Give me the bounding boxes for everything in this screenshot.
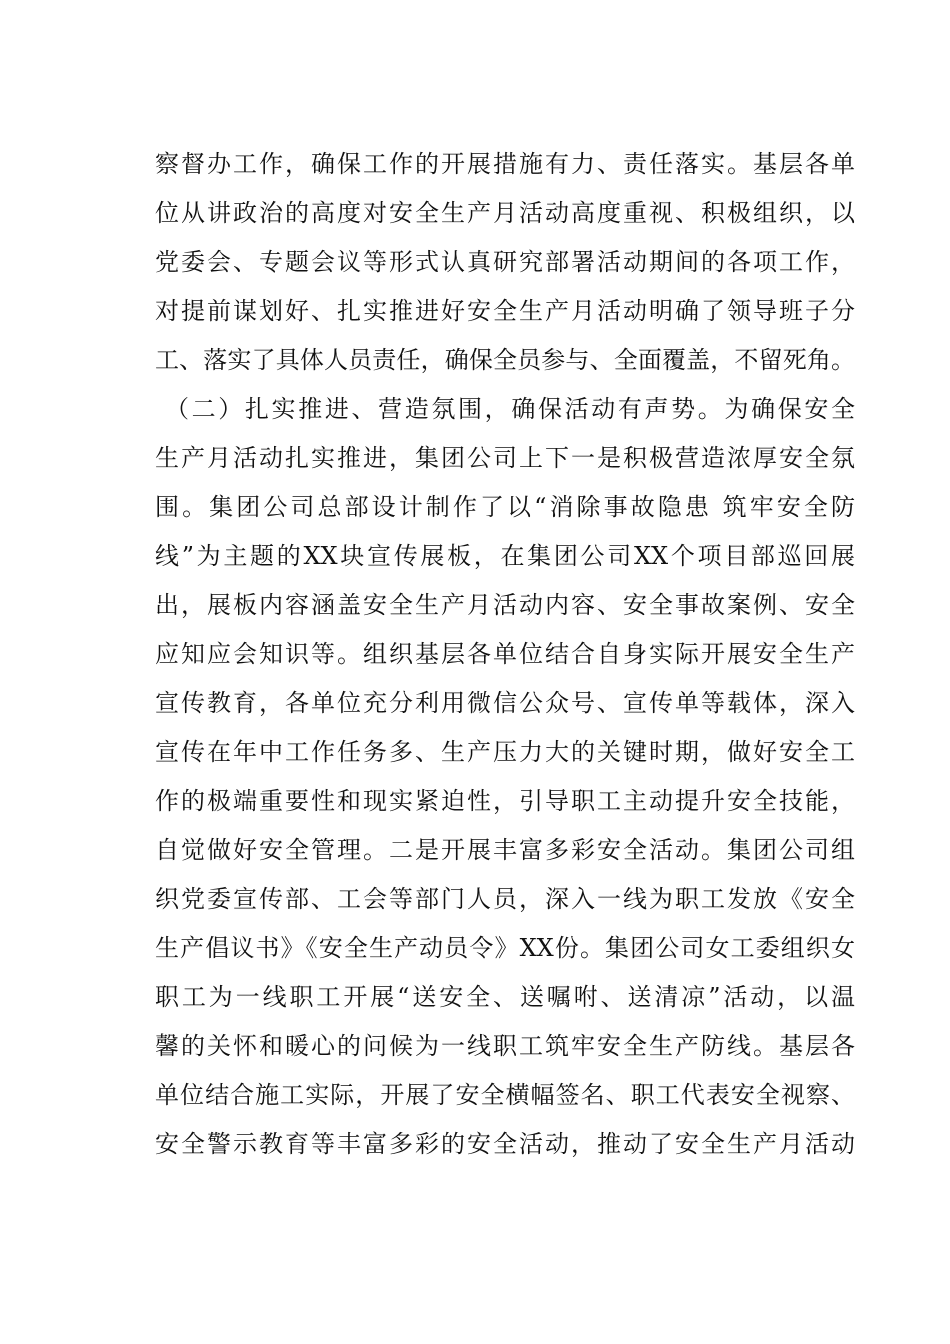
text-line: 织党委宣传部、工会等部门人员，深入一线为职工发放《安全 bbox=[155, 885, 855, 913]
text-line: 单位结合施工实际，开展了安全横幅签名、职工代表安全视察、 bbox=[155, 1081, 855, 1109]
text-line: 党委会、专题会议等形式认真研究部署活动期间的各项工作， bbox=[155, 248, 855, 276]
text-line: 生产月活动扎实推进，集团公司上下一是积极营造浓厚安全氛 bbox=[155, 444, 855, 472]
text-line: 职工为一线职工开展“送安全、送嘱咐、送清凉”活动，以温 bbox=[155, 983, 855, 1011]
text-line: 察督办工作，确保工作的开展措施有力、责任落实。基层各单 bbox=[155, 150, 855, 178]
section-heading-line: （二）扎实推进、营造氛围，确保活动有声势。为确保安全 bbox=[165, 395, 855, 423]
text-line: 生产倡议书》《安全生产动员令》XX份。集团公司女工委组织女 bbox=[155, 934, 855, 962]
text-line: 围。集团公司总部设计制作了以“消除事故隐患 筑牢安全防 bbox=[155, 493, 855, 521]
text-line: 工、落实了具体人员责任，确保全员参与、全面覆盖，不留死角。 bbox=[155, 346, 855, 374]
text-line: 安全警示教育等丰富多彩的安全活动，推动了安全生产月活动 bbox=[155, 1130, 855, 1158]
text-line: 馨的关怀和暖心的问候为一线职工筑牢安全生产防线。基层各 bbox=[155, 1032, 855, 1060]
text-line: 作的极端重要性和现实紧迫性，引导职工主动提升安全技能， bbox=[155, 787, 855, 815]
text-line: 自觉做好安全管理。二是开展丰富多彩安全活动。集团公司组 bbox=[155, 836, 855, 864]
text-line: 位从讲政治的高度对安全生产月活动高度重视、积极组织，以 bbox=[155, 199, 855, 227]
text-line: 应知应会知识等。组织基层各单位结合自身实际开展安全生产 bbox=[155, 640, 855, 668]
text-line: 对提前谋划好、扎实推进好安全生产月活动明确了领导班子分 bbox=[155, 297, 855, 325]
text-line: 出，展板内容涵盖安全生产月活动内容、安全事故案例、安全 bbox=[155, 591, 855, 619]
text-line: 宣传在年中工作任务多、生产压力大的关键时期，做好安全工 bbox=[155, 738, 855, 766]
body-text bbox=[155, 140, 855, 1169]
text-line: 线”为主题的XX块宣传展板，在集团公司XX个项目部巡回展 bbox=[155, 542, 855, 570]
text-line: 宣传教育，各单位充分利用微信公众号、宣传单等载体，深入 bbox=[155, 689, 855, 717]
